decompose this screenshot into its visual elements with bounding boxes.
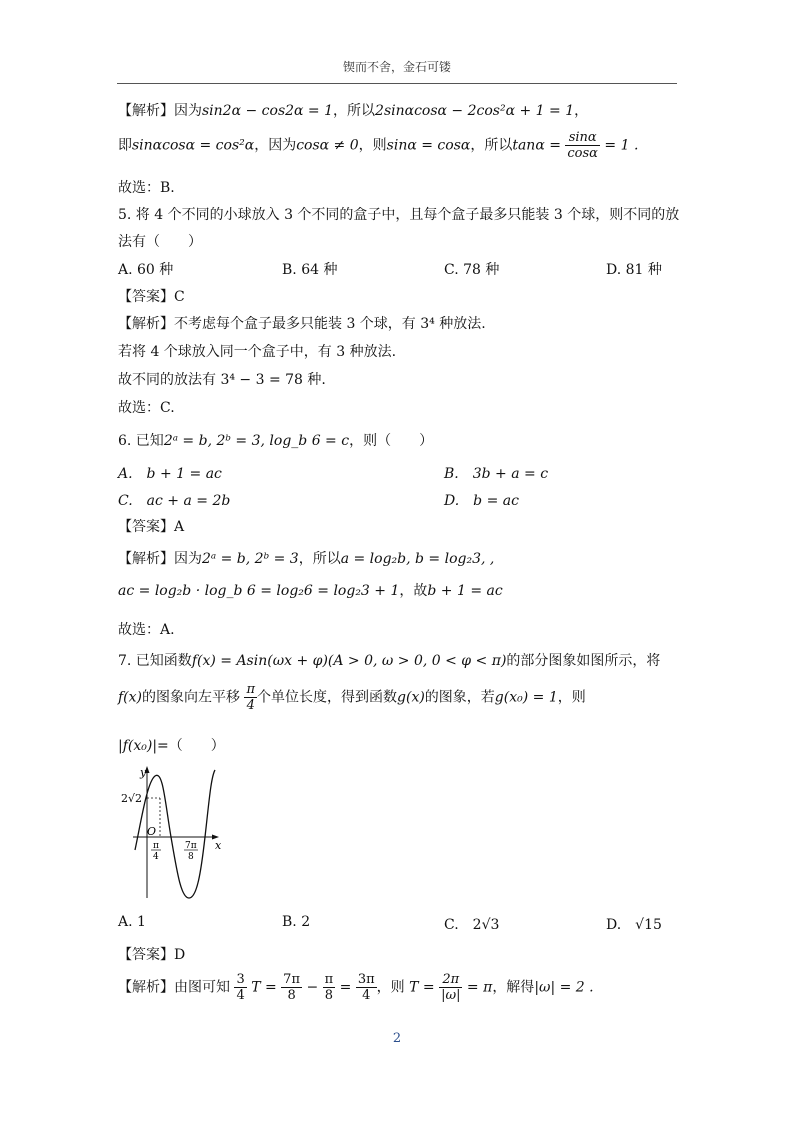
q5-analysis-line3: 故不同的放法有 3⁴ − 3 = 78 种. bbox=[118, 372, 326, 388]
text: 因为 bbox=[174, 103, 202, 119]
math-expr: cosα ≠ 0 bbox=[296, 137, 359, 154]
math-expr: T = bbox=[409, 979, 435, 996]
math-expr: b + 1 = ac bbox=[427, 583, 503, 599]
text: 的部分图象如图所示，将 bbox=[506, 653, 661, 669]
q6-analysis-line1 bbox=[118, 548, 494, 568]
text: =（ ） bbox=[157, 738, 225, 754]
text: ，则 bbox=[557, 689, 586, 706]
math-expr: sinαcosα = cos²α bbox=[132, 137, 255, 154]
q6-stem bbox=[118, 430, 433, 450]
math-expr: ac = log₂b · log_b 6 = log₂6 = log₂3 + 1 bbox=[118, 583, 400, 599]
fraction-denominator: 8 bbox=[287, 988, 296, 1003]
math-expr: g(x₀) = 1 bbox=[494, 689, 558, 706]
q6-option-c: C. ac + a = 2b bbox=[118, 493, 231, 509]
q7-stem-line1 bbox=[118, 650, 660, 670]
text: ，所以 bbox=[470, 137, 513, 154]
text: 6. 已知 bbox=[118, 433, 164, 449]
page-header-title: 锲而不舍，金石可镂 bbox=[342, 60, 451, 74]
x-axis-label: x bbox=[215, 839, 222, 852]
math-expr: |ω| = 2 . bbox=[534, 979, 594, 996]
fraction bbox=[234, 972, 246, 1003]
text: ，故 bbox=[399, 583, 428, 599]
q5-answer: 【答案】C bbox=[118, 289, 185, 305]
fraction bbox=[565, 130, 600, 161]
fraction-denominator: cosα bbox=[567, 146, 598, 161]
math-expr: f(x) = Asin(ωx + φ)(A > 0, ω > 0, 0 < φ < π) bbox=[191, 653, 507, 669]
text: 个单位长度，得到函数 bbox=[257, 689, 398, 706]
q7-option-a: A. 1 bbox=[118, 914, 146, 930]
q4-analysis-line2 bbox=[118, 130, 638, 161]
text: ，则 bbox=[376, 979, 405, 996]
analysis-label: 【解析】 bbox=[118, 103, 174, 119]
math-expr: = 1 . bbox=[604, 137, 639, 154]
fraction-numerator: 3π bbox=[357, 972, 375, 987]
fraction-denominator: 4 bbox=[246, 698, 255, 713]
fraction bbox=[244, 682, 257, 713]
math-operator: = bbox=[339, 979, 352, 996]
fraction-numerator: sinα bbox=[565, 130, 600, 146]
q5-option-d: D. 81 种 bbox=[606, 262, 662, 278]
tick-pi-4-den: 4 bbox=[153, 852, 159, 862]
math-operator: − bbox=[306, 979, 319, 996]
q5-choice: 故选：C. bbox=[118, 400, 175, 416]
text: ，因为 bbox=[254, 137, 297, 154]
text: 的图象，若 bbox=[424, 689, 495, 706]
q5-option-c: C. 78 种 bbox=[444, 262, 500, 278]
text: ， bbox=[574, 103, 589, 119]
q4-analysis-line1 bbox=[118, 100, 588, 120]
text: ，解得 bbox=[492, 979, 535, 996]
tick-7pi-8-num: 7π bbox=[185, 841, 197, 851]
math-expr: f(x) bbox=[118, 689, 143, 706]
fraction bbox=[281, 972, 302, 1003]
math-expr: |f(x₀)| bbox=[118, 738, 158, 754]
q7-option-b: B. 2 bbox=[282, 914, 311, 930]
q6-option-d: D. b = ac bbox=[444, 493, 519, 509]
math-expr: = π bbox=[466, 979, 493, 996]
text: ，所以 bbox=[298, 551, 341, 567]
math-expr: sinα = cosα bbox=[386, 137, 471, 154]
q5-analysis-line2: 若将 4 个球放入同一个盒子中，有 3 种放法. bbox=[118, 344, 397, 360]
text: 【解析】由图可知 bbox=[118, 979, 230, 996]
text: ，所以 bbox=[333, 103, 376, 119]
q5-stem-line1: 5. 将 4 个不同的小球放入 3 个不同的盒子中，且每个盒子最多只能装 3 个球，则不同的放 bbox=[118, 207, 680, 223]
page-number: 2 bbox=[392, 1031, 402, 1046]
q7-option-c: C. 2√3 bbox=[444, 917, 500, 933]
q6-answer: 【答案】A bbox=[118, 519, 185, 535]
q6-analysis-line2 bbox=[118, 580, 503, 600]
fraction-denominator: 4 bbox=[362, 988, 371, 1003]
q7-answer: 【答案】D bbox=[118, 947, 186, 963]
math-expr: tanα = bbox=[512, 137, 561, 154]
math-expr: 2ᵃ = b, 2ᵇ = 3, log_b 6 = c bbox=[163, 433, 350, 449]
q4-choice: 故选：B. bbox=[118, 180, 175, 196]
origin-label: O bbox=[147, 825, 157, 838]
text: 即 bbox=[118, 137, 132, 154]
q6-option-a: A. b + 1 = ac bbox=[118, 466, 222, 482]
q5-option-a: A. 60 种 bbox=[118, 262, 174, 278]
tick-pi-4-num: π bbox=[153, 841, 159, 851]
q5-stem-line2: 法有（ ） bbox=[118, 234, 202, 250]
math-expr: 2ᵃ = b, 2ᵇ = 3 bbox=[202, 551, 299, 567]
header-divider bbox=[117, 83, 677, 84]
fraction-numerator: π bbox=[324, 972, 334, 987]
q6-option-b: B. 3b + a = c bbox=[444, 466, 549, 482]
q7-stem-line3 bbox=[118, 735, 225, 755]
text: 7. 已知函数 bbox=[118, 653, 192, 669]
math-expr: a = log₂b, b = log₂3, , bbox=[340, 551, 495, 567]
fraction-numerator: 2π bbox=[439, 972, 462, 988]
q5-option-b: B. 64 种 bbox=[282, 262, 338, 278]
y-axis-label: y bbox=[140, 766, 147, 779]
math-expr: 2sinαcosα − 2cos²α + 1 = 1 bbox=[375, 103, 575, 119]
q7-stem-line2 bbox=[118, 682, 586, 713]
q7-analysis-line1 bbox=[118, 972, 594, 1003]
fraction-denominator: 4 bbox=[236, 988, 245, 1003]
q7-option-d: D. √15 bbox=[606, 917, 662, 933]
tick-7pi-8-den: 8 bbox=[188, 852, 194, 862]
fraction-numerator: 3 bbox=[236, 972, 245, 987]
text: 的图象向左平移 bbox=[142, 689, 241, 706]
fraction bbox=[439, 972, 462, 1003]
fraction-denominator: 8 bbox=[324, 988, 334, 1003]
amplitude-label: 2√2 bbox=[121, 792, 143, 805]
text: 【解析】因为 bbox=[118, 551, 202, 567]
text: ，则 bbox=[358, 137, 387, 154]
math-expr: g(x) bbox=[397, 689, 425, 706]
math-expr: sin2α − cos2α = 1 bbox=[202, 103, 334, 119]
fraction-numerator: 7π bbox=[283, 972, 300, 987]
fraction bbox=[356, 972, 377, 1003]
q6-choice: 故选：A. bbox=[118, 622, 175, 638]
q7-function-graph bbox=[115, 762, 225, 902]
math-expr: T = bbox=[251, 979, 277, 996]
fraction bbox=[323, 972, 336, 1003]
fraction-denominator: |ω| bbox=[441, 988, 461, 1003]
text: ，则（ ） bbox=[349, 433, 434, 449]
fraction-numerator: π bbox=[246, 682, 256, 697]
q5-analysis-line1: 【解析】不考虑每个盒子最多只能装 3 个球，有 3⁴ 种放法. bbox=[118, 316, 486, 332]
